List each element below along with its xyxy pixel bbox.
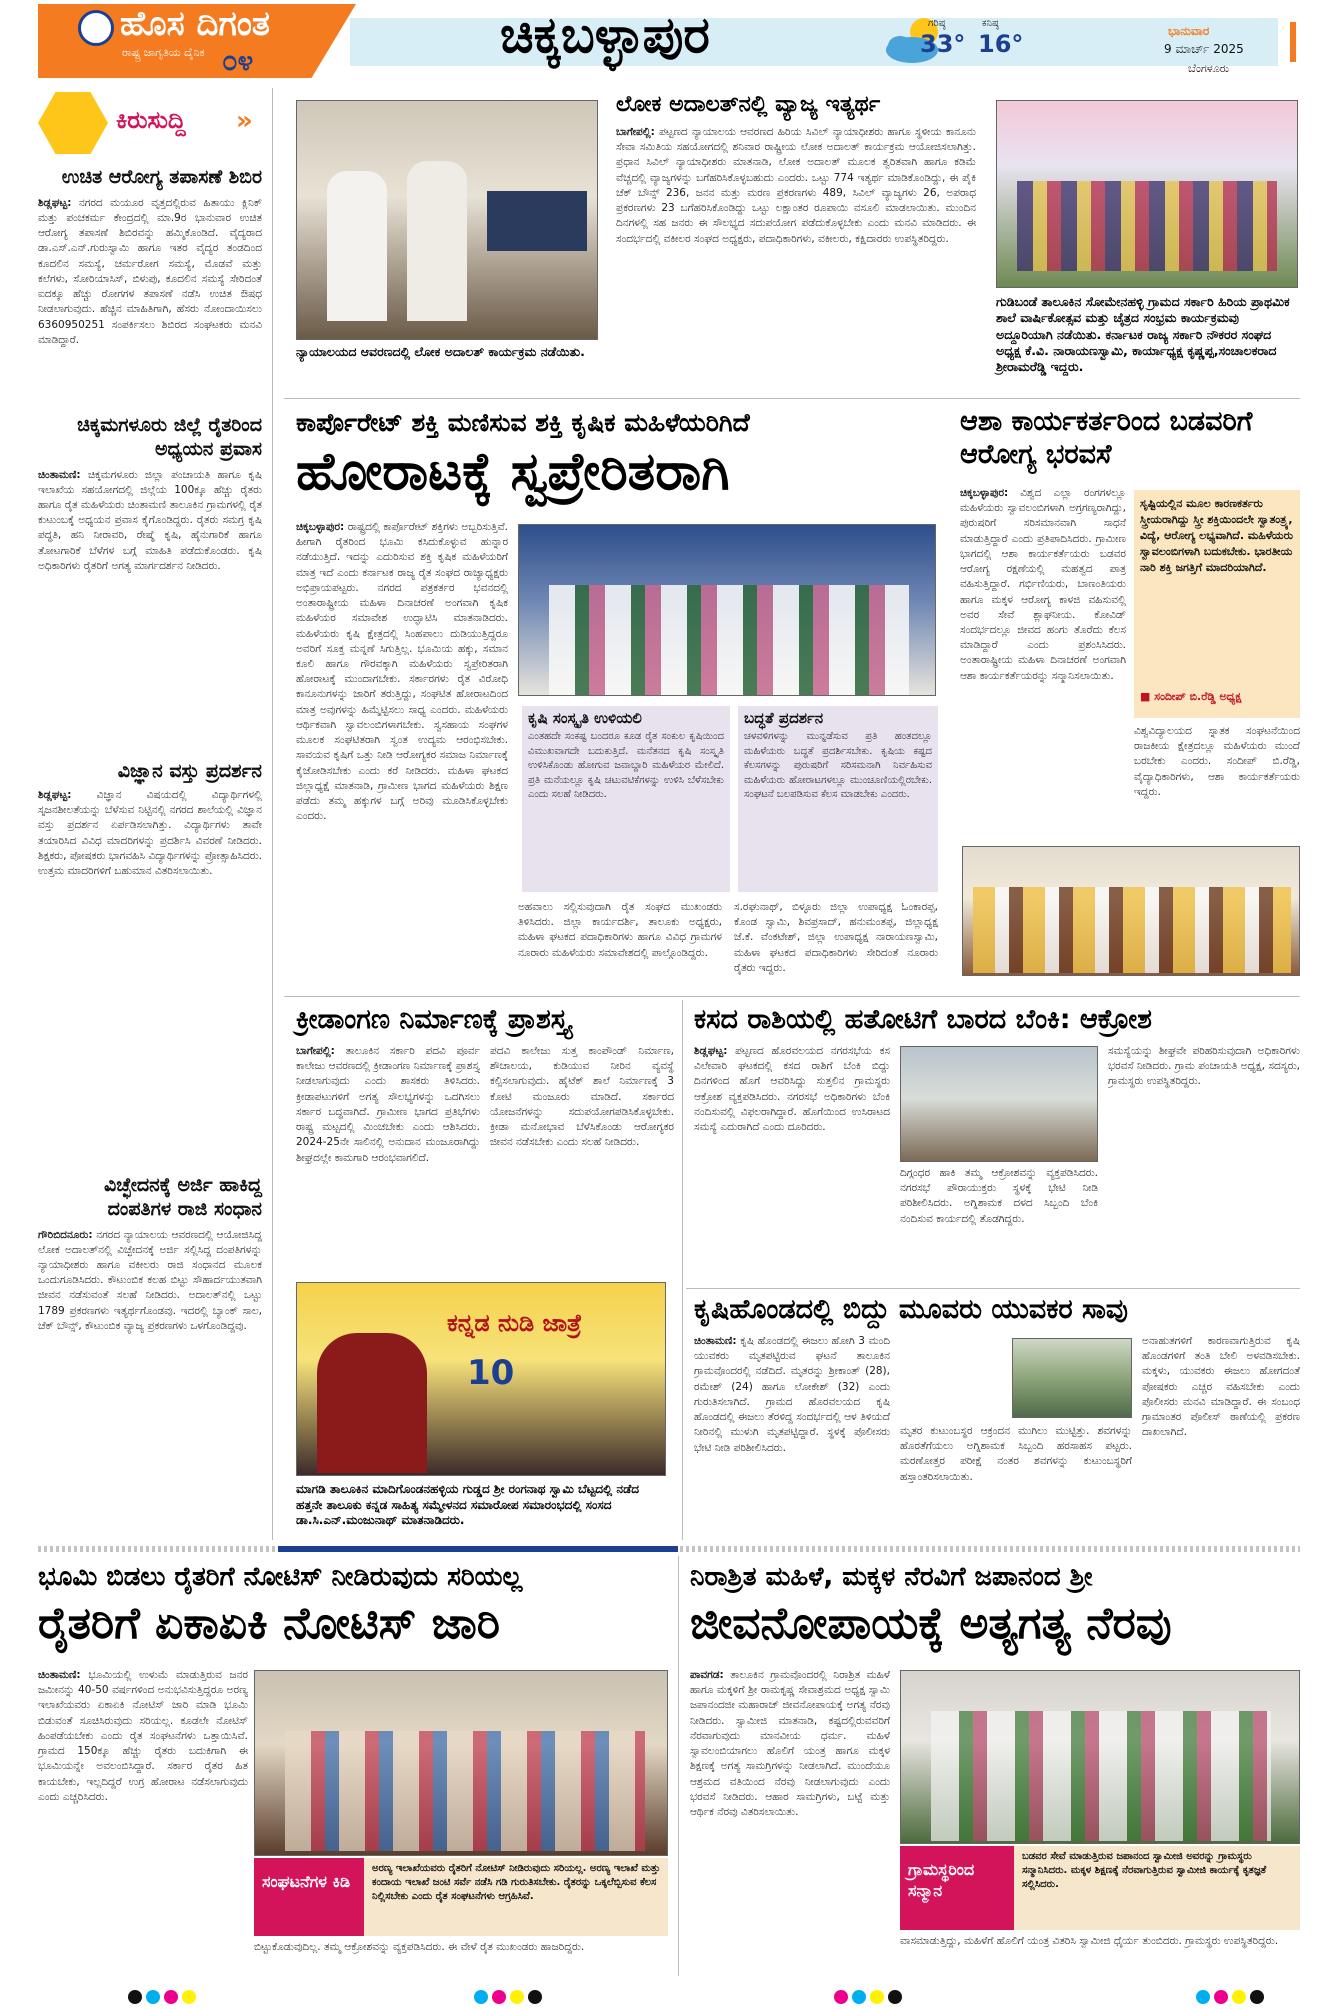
brief-4-body: ಗೌರಿಬಿದನೂರು: ನಗರದ ನ್ಯಾಯಾಲಯ ಆವರಣದಲ್ಲಿ ಆಯೋಜಿಸಿದ್ದ ಲೋಕ ಅದಾಲತ್‌ನಲ್ಲಿ ವಿಚ್ಛೇದನಕ್ಕೆ ಅರ್ಜಿ ಸಲ್ಲಿಸಿದ್ದ ದಂಪತಿಗಳನ್ನು ನ್ಯಾಯಾಧೀಶರು ಹಾಗೂ ವಕೀಲರು ರಾಜಿ ಸಂಧಾನದ ಮೂಲಕ ಒಂದುಗೂಡಿಸಿದರು. ಕೌಟುಂಬಿಕ ಕಲಹ ಬಿಟ್ಟು ಸೌಹಾರ್ದಯುತವಾಗಿ ಜೀವನ ನಡೆಸುವಂತೆ ಸಲಹೆ ನೀಡಿದರು. ಅದಾಲತ್‌ನಲ್ಲಿ ಒಟ್ಟು 1789 ಪ್ರಕರಣಗಳು ಇತ್ಯರ್ಥಗೊಂಡವು. ಇದರಲ್ಲಿ ಬ್ಯಾಂಕ್ ಸಾಲ, ಚೆಕ್ ಬೌನ್ಸ್, ಕೌಟುಂಬಿಕ ವ್ಯಾಜ್ಯ ಪ್ರಕರಣಗಳು ಒಳಗೊಂಡಿದ್ದವು. (38, 1228, 262, 1332)
kirusuddi-column (38, 88, 266, 1540)
land-tag-text: ಅರಣ್ಯ ಇಲಾಖೆಯವರು ರೈತರಿಗೆ ನೋಟಿಸ್ ನೀಡಿರುವುದು ಸರಿಯಲ್ಲ. ಅರಣ್ಯ ಇಲಾಖೆ ಮತ್ತು ಕಂದಾಯ ಇಲಾಖೆ ಜಂಟಿ ಸರ್ವೆ ನಡೆಸಿ ಗಡಿ ಗುರುತಿಸಬೇಕು. ರೈತರನ್ನು ಒಕ್ಕಲೆಬ್ಬಿಸುವ ಕೆಲಸ ನಿಲ್ಲಿಸಬೇಕು ಎಂದು ರೈತ ಸಂಘಟನೆಗಳು ಆಗ್ರಹಿಸಿವೆ. (372, 1863, 661, 1902)
max-temp-label: ಗರಿಷ್ಠ (928, 18, 946, 29)
lead-box-2 (738, 706, 938, 892)
paper-tagline: ರಾಷ್ಟ್ರ ಜಾಗೃತಿಯ ದೈನಿಕ (122, 46, 205, 59)
garbage-photo (900, 1046, 1098, 1162)
lead-box-2-body: ಚಳವಳಿಗಳನ್ನು ಮುನ್ನಡೆಸುವ ಪ್ರತಿ ಹಂತದಲ್ಲೂ ಮಹಿಳೆಯರು ಬದ್ಧತೆ ಪ್ರದರ್ಶಿಸಬೇಕು. ಕೃಷಿಯ ಕಷ್ಟದ ಕೆಲಸಗಳನ್ನು ಪುರುಷರಿಗೆ ಸರಿಸಮನಾಗಿ ನಿರ್ವಹಿಸುವ ಮಹಿಳೆಯರು ಹೋರಾಟಗಳಲ್ಲೂ ಮುಂಚೂಣಿಯಲ್ಲಿರಬೇಕು. ಸಂಘಟನೆ ಬಲಪಡಿಸುವ ಕೆಲಸ ಮಾಡಬೇಕು ಎಂದರು. (744, 731, 932, 800)
masthead (0, 0, 1339, 82)
min-temp: 16° (978, 30, 1024, 58)
lead-headline: ಹೋರಾಟಕ್ಕೆ ಸ್ವಪ್ರೇರಿತರಾಗಿ (296, 442, 730, 502)
lead-box-2-title: ಬದ್ಧತೆ ಪ್ರದರ್ಶನ (744, 709, 824, 727)
brief-3 (38, 760, 262, 1160)
lead-kicker: ಕಾರ್ಪೊರೇಟ್ ಶಕ್ತಿ ಮಣಿಸುವ ಶಕ್ತಿ ಕೃಷಿಕ ಮಹಿಳೆಯರಿಗಿದೆ (296, 408, 750, 437)
min-temp-label: ಕನಿಷ್ಠ (982, 18, 999, 29)
brief-3-title: ವಿಜ್ಞಾನ ವಸ್ತು ಪ್ರದರ್ಶನ (117, 760, 262, 782)
adalat-headline: ಲೋಕ ಅದಾಲತ್‌ನಲ್ಲಿ ವ್ಯಾಜ್ಯ ಇತ್ಯರ್ಥ (616, 92, 881, 117)
asha-quote: ಸೃಷ್ಟಿಯಲ್ಲಿನ ಮೂಲ ಕಾರಣಕರ್ತರು ಸ್ತ್ರೀಯರಾಗಿದ್ದು ಸ್ತ್ರೀ ಶಕ್ತಿಯಿಂದಲೇ ಸ್ವಾತಂತ್ರ್ಯ, ವಿದ್ಯೆ, ಆರೋಗ್ಯ ಲಭ್ಯವಾಗಿದೆ. ಮಹಿಳೆಯರು ಸ್ವಾವಲಂಬಿಗಳಾಗಿ ಬದುಕಬೇಕು. ಭಾರತೀಯ ನಾರಿ ಶಕ್ತಿ ಜಗತ್ತಿಗೆ ಮಾದರಿಯಾಗಿದೆ. (1140, 497, 1294, 574)
drown-body-1: ಚಿಂತಾಮಣಿ: ಕೃಷಿ ಹೊಂಡದಲ್ಲಿ ಈಜಲು ಹೋಗಿ 3 ಮಂದಿ ಯುವಕರು ಮೃತಪಟ್ಟಿರುವ ಘಟನೆ ತಾಲೂಕಿನ ಗ್ರಾಮವೊಂದರಲ್ಲಿ ನಡೆದಿದೆ. ಮೃತರನ್ನು ಶ್ರೀಕಾಂತ್ (28), ರಮೇಶ್ (24) ಹಾಗೂ ಲೋಕೇಶ್ (32) ಎಂದು ಗುರುತಿಸಲಾಗಿದೆ. ಗ್ರಾಮದ ಹೊರವಲಯದ ಕೃಷಿ ಹೊಂಡದಲ್ಲಿ ಈಜಲು ತೆರಳಿದ್ದ ಸಂದರ್ಭದಲ್ಲಿ ಆಳ ತಿಳಿಯದೆ ನೀರಿನಲ್ಲಿ ಮುಳುಗಿ ಮೃತಪಟ್ಟಿದ್ದಾರೆ. ಸ್ಥಳಕ್ಕೆ ಪೊಲೀಸರು ಭೇಟಿ ನೀಡಿ ಪರಿಶೀಲಿಸಿದರು. (694, 1335, 890, 1454)
shelter-tag-label: ಗ್ರಾಮಸ್ಥರಿಂದ ಸನ್ಮಾನ (900, 1846, 1014, 1930)
land-headline: ರೈತರಿಗೆ ಏಕಾಏಕಿ ನೋಟಿಸ್ ಜಾರಿ (38, 1598, 501, 1649)
brief-4 (38, 1174, 262, 1540)
nudi-banner: ಕನ್ನಡ ನುಡಿ ಜಾತ್ರೆ (447, 1309, 582, 1337)
asha-body-2: ವಿಶ್ವವಿದ್ಯಾಲಯದ ಸ್ನಾತಕ ಸಂಘಟನೆಯಿಂದ ರಾಜಕೀಯ ಕ್ಷೇತ್ರದಲ್ಲೂ ಮಹಿಳೆಯರು ಮುಂದೆ ಬರಬೇಕು ಎಂದರು. ಸಂದೀಪ್ ಬಿ.ರೆಡ್ಡಿ, ವೈದ್ಯಾಧಿಕಾರಿಗಳು, ಆಶಾ ಕಾರ್ಯಕರ್ತೆಯರು ಇದ್ದರು. (1134, 725, 1300, 798)
land-kicker: ಭೂಮಿ ಬಿಡಲು ರೈತರಿಗೆ ನೋಟಿಸ್ ನೀಡಿರುವುದು ಸರಿಯಲ್ಲ (38, 1562, 523, 1592)
garbage-body-2: ದಿಗ್ಗಂಧರ ಹಾಕಿ ತಮ್ಮ ಆಕ್ರೋಶವನ್ನು ವ್ಯಕ್ತಪಡಿಸಿದರು. ನಗರಸಭೆ ಪೌರಾಯುಕ್ತರು ಸ್ಥಳಕ್ಕೆ ಭೇಟಿ ನೀಡಿ ಪರಿಶೀಲಿಸಿದರು. ಅಗ್ನಿಶಾಮಕ ದಳದ ಸಿಬ್ಬಂದಿ ಬೆಂಕಿ ನಂದಿಸುವ ಕಾರ್ಯದಲ್ಲಿ ತೊಡಗಿದ್ದರು. (900, 1167, 1098, 1225)
row-rule-3 (686, 1288, 1300, 1289)
page-number: ೦೪ (222, 44, 254, 77)
row-rule (284, 398, 1300, 399)
garbage-body-1: ಶಿಡ್ಲಘಟ್ಟ: ಪಟ್ಟಣದ ಹೊರವಲಯದ ನಗರಸಭೆಯ ಕಸ ವಿಲೇವಾರಿ ಘಟಕದಲ್ಲಿ ಕಸದ ರಾಶಿಗೆ ಬೆಂಕಿ ಬಿದ್ದು ದಿನಗಳಿಂದ ಹೊಗೆ ಆವರಿಸಿದ್ದು ಸುತ್ತಲಿನ ಗ್ರಾಮಸ್ಥರು ಆಕ್ರೋಶ ವ್ಯಕ್ತಪಡಿಸಿದರು. ನಗರಸಭೆ ಅಧಿಕಾರಿಗಳು ಬೆಂಕಿ ನಂದಿಸುವಲ್ಲಿ ವಿಫಲರಾಗಿದ್ದಾರೆ. ಹೊಗೆಯಿಂದ ಉಸಿರಾಟದ ಸಮಸ್ಯೆ ಎದುರಾಗಿದೆ ಎಂದು ದೂರಿದರು. (694, 1045, 890, 1134)
shelter-kicker: ನಿರಾಶ್ರಿತ ಮಹಿಳೆ, ಮಕ್ಕಳ ನೆರವಿಗೆ ಜಪಾನಂದ ಶ್ರೀ (690, 1562, 1093, 1592)
nudi-banner-number: 10 (467, 1353, 515, 1393)
adalat-body: ಬಾಗೇಪಲ್ಲಿ: ಪಟ್ಟಣದ ನ್ಯಾಯಾಲಯ ಆವರಣದ ಹಿರಿಯ ಸಿವಿಲ್ ನ್ಯಾಯಾಧೀಶರು ಹಾಗೂ ಸ್ಥಳೀಯ ಕಾನೂನು ಸೇವಾ ಸಮಿತಿಯ ಸಹಯೋಗದಲ್ಲಿ ಶನಿವಾರ ರಾಷ್ಟ್ರೀಯ ಲೋಕ ಅದಾಲತ್ ಕಾರ್ಯಕ್ರಮ ಆಯೋಜಿಸಲಾಗಿತ್ತು. ಪ್ರಧಾನ ಸಿವಿಲ್ ನ್ಯಾಯಾಧೀಶರು ಮಾತನಾಡಿ, ಲೋಕ ಅದಾಲತ್ ಮೂಲಕ ತ್ವರಿತವಾಗಿ ಹಾಗೂ ಕಡಿಮೆ ವೆಚ್ಚದಲ್ಲಿ ವ್ಯಾಜ್ಯಗಳನ್ನು ಬಗೆಹರಿಸಿಕೊಳ್ಳಬಹುದು ಎಂದರು. ಒಟ್ಟು 774 ಇತ್ಯರ್ಥ ಮಾಡಿಕೊಂಡಿದ್ದು, ಈ ಪೈಕಿ ಚೆಕ್ ಬೌನ್ಸ್ 236, ಜನನ ಮತ್ತು ಮರಣ ಪ್ರಕರಣಗಳು 489, ಸಿವಿಲ್ ವ್ಯಾಜ್ಯಗಳು 26, ಅಪರಾಧ ಪ್ರಕರಣಗಳು 23 ಬಗೆಹರಿಸಿಕೊಂಡಿದ್ದು ಒಟ್ಟು ಲಕ್ಷಾಂತರ ರೂಪಾಯಿ ವಸೂಲಿ ಮಾಡಲಾಯಿತು. ಮುಂದಿನ ದಿನಗಳಲ್ಲಿ ಸಹ ಜನರು ಈ ಸೌಲಭ್ಯದ ಸದುಪಯೋಗ ಪಡೆದುಕೊಳ್ಳಬೇಕು ಎಂದು ಮನವಿ ಮಾಡಿದರು. ಈ ಸಂದರ್ಭದಲ್ಲಿ ವಕೀಲರ ಸಂಘದ ಅಧ್ಯಕ್ಷರು, ಪದಾಧಿಕಾರಿಗಳು, ವಕೀಲರು, ಕಕ್ಷಿದಾರರು ಉಪಸ್ಥಿತರಿದ್ದರು. (616, 126, 976, 245)
lead-body-1: ಚಿಕ್ಕಬಳ್ಳಾಪುರ: ರಾಷ್ಟ್ರದಲ್ಲಿ ಕಾರ್ಪೊರೇಟ್ ಶಕ್ತಿಗಳು ಅಬ್ಬರಿಸುತ್ತಿವೆ. ಹೀಗಾಗಿ ರೈತರಿಂದ ಭೂಮಿ ಕಸಿದುಕೊಳ್ಳುವ ಹುನ್ನಾರ ನಡೆಯುತ್ತಿದೆ. ಇದನ್ನು ಎದುರಿಸುವ ಶಕ್ತಿ ಕೃಷಿಕ ಮಹಿಳೆಯರಿಗೆ ಮಾತ್ರ ಇದೆ ಎಂದು ಕರ್ನಾಟಕ ರಾಜ್ಯ ರೈತ ಸಂಘದ ರಾಜ್ಯಾಧ್ಯಕ್ಷರು ಅಭಿಪ್ರಾಯಪಟ್ಟರು. ನಗರದ ಪತ್ರಕರ್ತರ ಭವನದಲ್ಲಿ ಅಂತಾರಾಷ್ಟ್ರೀಯ ಮಹಿಳಾ ದಿನಾಚರಣೆ ಅಂಗವಾಗಿ ಕೃಷಿಕ ಮಹಿಳೆಯರ ಸಮಾವೇಶ ಉದ್ಘಾಟಿಸಿ ಮಾತನಾಡಿದರು. ಮಹಿಳೆಯರು ಕೃಷಿ ಕ್ಷೇತ್ರದಲ್ಲಿ ಸಿಂಹಪಾಲು ದುಡಿಯುತ್ತಿದ್ದರೂ ಅವರಿಗೆ ಸೂಕ್ತ ಮನ್ನಣೆ ಸಿಗುತ್ತಿಲ್ಲ. ಭೂಮಿಯ ಹಕ್ಕು, ಸಮಾನ ಕೂಲಿ ಹಾಗೂ ಗೌರವಕ್ಕಾಗಿ ಮಹಿಳೆಯರು ಸ್ವಪ್ರೇರಿತರಾಗಿ ಹೋರಾಟಕ್ಕೆ ಮುಂದಾಗಬೇಕು. ಸರ್ಕಾರಗಳು ರೈತ ವಿರೋಧಿ ಕಾನೂನುಗಳನ್ನು ಜಾರಿಗೆ ತರುತ್ತಿದ್ದು, ಸಂಘಟಿತ ಹೋರಾಟದಿಂದ ಮಾತ್ರ ಅವುಗಳನ್ನು ಹಿಮ್ಮೆಟ್ಟಿಸಲು ಸಾಧ್ಯ ಎಂದರು. ಮಹಿಳೆಯರು ಆರ್ಥಿಕವಾಗಿ ಸ್ವಾವಲಂಬಿಗಳಾಗಬೇಕು. ಸ್ವಸಹಾಯ ಸಂಘಗಳ ಮೂಲಕ ಸಂಘಟಿತರಾಗಿ ಸ್ವಂತ ಉದ್ಯಮ ಆರಂಭಿಸಬೇಕು. ಸಾವಯವ ಕೃಷಿಗೆ ಒತ್ತು ನೀಡಿ ಆರೋಗ್ಯಕರ ಸಮಾಜ ನಿರ್ಮಾಣಕ್ಕೆ ಕೈಜೋಡಿಸಬೇಕು ಎಂದು ಕರೆ ನೀಡಿದರು. ಮಹಿಳಾ ಘಟಕದ ಜಿಲ್ಲಾಧ್ಯಕ್ಷೆ ಮಾತನಾಡಿ, ಗ್ರಾಮೀಣ ಭಾಗದ ಮಹಿಳೆಯರು ಶಿಕ್ಷಣ ಪಡೆದು ತಮ್ಮ ಹಕ್ಕುಗಳ ಬಗ್ಗೆ ಅರಿವು ಮೂಡಿಸಿಕೊಳ್ಳಬೇಕು ಎಂದರು. (296, 521, 508, 823)
nudi-jatre-photo (296, 1282, 666, 1476)
hand-icon (38, 92, 108, 154)
shelter-body: ಪಾವಗಡ: ತಾಲೂಕಿನ ಗ್ರಾಮವೊಂದರಲ್ಲಿ ನಿರಾಶ್ರಿತ ಮಹಿಳೆ ಹಾಗೂ ಮಕ್ಕಳಿಗೆ ಶ್ರೀ ರಾಮಕೃಷ್ಣ ಸೇವಾಶ್ರಮದ ಅಧ್ಯಕ್ಷ ಸ್ವಾಮಿ ಜಪಾನಂದಜೀ ಮಹಾರಾಜ್ ಜೀವನೋಪಾಯಕ್ಕೆ ಅಗತ್ಯ ನೆರವು ನೀಡಿದರು. ಸ್ವಾಮೀಜಿ ಮಾತನಾಡಿ, ಕಷ್ಟದಲ್ಲಿರುವವರಿಗೆ ನೆರವಾಗುವುದು ಮಾನವೀಯ ಧರ್ಮ. ಮಹಿಳೆ ಸ್ವಾವಲಂಬಿಯಾಗಲು ಹೊಲಿಗೆ ಯಂತ್ರ ಹಾಗೂ ಮಕ್ಕಳ ಶಿಕ್ಷಣಕ್ಕೆ ಅಗತ್ಯ ಸಾಮಗ್ರಿಗಳನ್ನು ನೀಡಲಾಗಿದೆ. ಮುಂದೆಯೂ ಆಶ್ರಮದ ವತಿಯಿಂದ ನೆರವು ನೀಡಲಾಗುವುದು ಎಂದು ಭರವಸೆ ನೀಡಿದರು. ಆಹಾರ ಸಾಮಗ್ರಿಗಳು, ಬಟ್ಟೆ ಮತ್ತು ಆರ್ಥಿಕ ನೆರವು ವಿತರಿಸಲಾಯಿತು. (690, 1669, 890, 1818)
brief-1-place: ಶಿಡ್ಲಘಟ್ಟ: (38, 196, 72, 209)
shelter-photo (900, 1670, 1300, 1844)
land-tag-label: ಸಂಘಟನೆಗಳ ಕಿಡಿ (254, 1858, 364, 1936)
brief-2 (38, 414, 262, 744)
drown-photo (1012, 1338, 1132, 1418)
stadium-headline: ಕ್ರೀಡಾಂಗಣ ನಿರ್ಮಾಣಕ್ಕೆ ಪ್ರಾಶಸ್ತ್ಯ (296, 1004, 571, 1035)
kirusuddi-label: ಕಿರುಸುದ್ದಿ (116, 106, 186, 134)
land-tag (254, 1858, 668, 1936)
drown-headline: ಕೃಷಿಹೊಂಡದಲ್ಲಿ ಬಿದ್ದು ಮೂವರು ಯುವಕರ ಸಾವು (694, 1294, 1128, 1325)
land-body-bottom: ಬಿಟ್ಟುಕೊಡುವುದಿಲ್ಲ. ತಮ್ಮ ಆಕ್ರೋಶವನ್ನು ವ್ಯಕ್ತಪಡಿಸಿದರು. ಈ ವೇಳೆ ರೈತ ಮುಖಂಡರು ಹಾಜರಿದ್ದರು. (254, 1941, 585, 1953)
column-rule-3 (678, 1556, 679, 1976)
garbage-body-3: ಸಮಸ್ಯೆಯನ್ನು ಶೀಘ್ರವೇ ಪರಿಹರಿಸುವುದಾಗಿ ಅಧಿಕಾರಿಗಳು ಭರವಸೆ ನೀಡಿದರು. ಗ್ರಾಮ ಪಂಚಾಯತಿ ಅಧ್ಯಕ್ಷ, ಸದಸ್ಯರು, ಗ್ರಾಮಸ್ಥರು ಉಪಸ್ಥಿತರಿದ್ದರು. (1108, 1045, 1300, 1088)
issue-day: ಭಾನುವಾರ (1168, 24, 1210, 38)
adalat-story (616, 92, 976, 388)
section-title: ಚಿಕ್ಕಬಳ್ಳಾಪುರ (500, 6, 710, 64)
lead-body-2: ಅಹವಾಲು ಸಲ್ಲಿಸುವುದಾಗಿ ರೈತ ಸಂಘದ ಮುಖಂಡರು ತಿಳಿಸಿದರು. ಜಿಲ್ಲಾ ಕಾರ್ಯದರ್ಶಿ, ತಾಲೂಕು ಅಧ್ಯಕ್ಷರು, ಮಹಿಳಾ ಘಟಕದ ಪದಾಧಿಕಾರಿಗಳು ಹಾಗೂ ವಿವಿಧ ಗ್ರಾಮಗಳ ನೂರಾರು ಮಹಿಳೆಯರು ಸಮಾವೇಶದಲ್ಲಿ ಪಾಲ್ಗೊಂಡಿದ್ದರು. (518, 901, 722, 959)
lead-photo (518, 524, 936, 696)
logo-badge (78, 10, 114, 46)
asha-quote-by: ■ ಸಂದೀಪ್ ಬಿ.ರೆಡ್ಡಿ ಅಧ್ಯಕ್ಷ (1140, 690, 1242, 703)
asha-photo (962, 846, 1300, 976)
header-banner (350, 18, 1278, 66)
column-rule (272, 88, 273, 1540)
asha-headline: ಆಶಾ ಕಾರ್ಯಕರ್ತರಿಂದ ಬಡವರಿಗೆ ಆರೋಗ್ಯ ಭರವಸೆ (960, 406, 1253, 470)
nudi-jatre-caption: ಮಾಗಡಿ ತಾಲೂಕಿನ ಮಾದಿಗೊಂಡನಹಳ್ಳಿಯ ಗುಡ್ಡದ ಶ್ರೀ ರಂಗನಾಥ ಸ್ವಾಮಿ ಬೆಟ್ಟದಲ್ಲಿ ನಡೆದ ಹತ್ತನೇ ತಾಲೂಕು ಕನ್ನಡ ಸಾಹಿತ್ಯ ಸಮ್ಮೇಳನದ ಸಮಾರೋಪ ಸಮಾರಂಭದಲ್ಲಿ ಸಂಸದ ಡಾ.ಸಿ.ಎನ್.ಮಂಜುನಾಥ್ ಮಾತನಾಡಿದರು. (296, 1482, 639, 1528)
lead-box-1-body: ಎಂತಹದೇ ಸಂಕಷ್ಟ ಬಂದರೂ ಕೂಡ ರೈತ ಸಂಕುಲ ಕೃಷಿಯಿಂದ ವಿಮುಖವಾಗದೇ ಬದುಕುತ್ತಿದೆ. ಮನೆತನದ ಕೃಷಿ ಸಂಸ್ಕೃತಿ ಉಳಿಸಿಕೊಂಡು ಹೋಗುವ ಜವಾಬ್ದಾರಿ ಮಹಿಳೆಯರ ಮೇಲಿದೆ. ಪ್ರತಿ ಮನೆಯಲ್ಲೂ ಕೃಷಿ ಚಟುವಟಿಕೆಗಳನ್ನು ಉಳಿಸಿ ಬೆಳೆಸಬೇಕು ಎಂದು ಸಲಹೆ ನೀಡಿದರು. (528, 731, 724, 800)
brief-2-title: ಚಿಕ್ಕಮಗಳೂರು ಜಿಲ್ಲೆ ರೈತರಿಂದ ಅಧ್ಯಯನ ಪ್ರವಾಸ (77, 414, 262, 460)
registration-marks (0, 1988, 1339, 2008)
row-rule-2 (284, 996, 1300, 997)
header-accent-bar (1290, 22, 1296, 62)
max-temp: 33° (920, 30, 966, 58)
kirusuddi-tag (38, 92, 260, 154)
asha-body-1: ಚಿಕ್ಕಬಳ್ಳಾಪುರ: ವಿಶ್ವದ ಎಲ್ಲಾ ರಂಗಗಳಲ್ಲೂ ಮಹಿಳೆಯರು ಸ್ವಾವಲಂಬಿಗಳಾಗಿ ಅಗ್ರಗಣ್ಯರಾಗಿದ್ದು, ಪುರುಷರಿಗೆ ಸರಿಸಮಾನವಾಗಿ ಸಾಧನೆ ಮಾಡುತ್ತಿದ್ದಾರೆ ಎಂದು ಪ್ರತಿಪಾದಿಸಿದರು. ಗ್ರಾಮೀಣ ಭಾಗದಲ್ಲಿ ಆಶಾ ಕಾರ್ಯಕರ್ತೆಯರು ಬಡವರ ಆರೋಗ್ಯ ರಕ್ಷಣೆಯಲ್ಲಿ ಮಹತ್ವದ ಪಾತ್ರ ವಹಿಸುತ್ತಿದ್ದಾರೆ. ಗರ್ಭಿಣಿಯರು, ಬಾಣಂತಿಯರು ಹಾಗೂ ಮಕ್ಕಳ ಆರೋಗ್ಯ ಕಾಳಜಿ ವಹಿಸುವಲ್ಲಿ ಅವರ ಸೇವೆ ಶ್ಲಾಘನೀಯ. ಕೋವಿಡ್ ಸಂದರ್ಭದಲ್ಲೂ ಜೀವದ ಹಂಗು ತೊರೆದು ಕೆಲಸ ಮಾಡಿದ್ದಾರೆ ಎಂದು ಪ್ರಶಂಸಿಸಿದರು. ಅಂತಾರಾಷ್ಟ್ರೀಯ ಮಹಿಳಾ ದಿನಾಚರಣೆ ಅಂಗವಾಗಿ ಆಶಾ ಕಾರ್ಯಕರ್ತೆಯರನ್ನು ಸನ್ಮಾನಿಸಲಾಯಿತು. (960, 487, 1126, 682)
adalat-photo (296, 100, 598, 340)
lead-box-1 (522, 706, 730, 892)
chevron-icon: » (236, 106, 253, 136)
brief-4-title: ವಿಚ್ಛೇದನಕ್ಕೆ ಅರ್ಜಿ ಹಾಕಿದ್ದ ದಂಪತಿಗಳ ರಾಜಿ ಸಂಧಾನ (103, 1174, 262, 1220)
brief-3-body: ಶಿಡ್ಲಘಟ್ಟ: ವಿಜ್ಞಾನ ವಿಷಯದಲ್ಲಿ ವಿದ್ಯಾರ್ಥಿಗಳಲ್ಲಿ ಸೃಜನಶೀಲತೆಯನ್ನು ಬೆಳೆಸುವ ನಿಟ್ಟಿನಲ್ಲಿ ನಗರದ ಶಾಲೆಯಲ್ಲಿ ವಿಜ್ಞಾನ ವಸ್ತು ಪ್ರದರ್ಶನ ಏರ್ಪಡಿಸಲಾಗಿತ್ತು. ವಿದ್ಯಾರ್ಥಿಗಳು ತಾವೇ ತಯಾರಿಸಿದ ವಿವಿಧ ಮಾದರಿಗಳನ್ನು ಪ್ರದರ್ಶಿಸಿ ವಿವರಣೆ ನೀಡಿದರು. ಶಿಕ್ಷಕರು, ಪೋಷಕರು ಭಾಗವಹಿಸಿ ವಿದ್ಯಾರ್ಥಿಗಳನ್ನು ಪ್ರೋತ್ಸಾಹಿಸಿದರು. ಉತ್ತಮ ಮಾದರಿಗಳಿಗೆ ಬಹುಮಾನ ವಿತರಿಸಲಾಯಿತು. (38, 789, 262, 878)
drown-body-3: ಅನಾಹುತಗಳಿಗೆ ಕಾರಣವಾಗುತ್ತಿರುವ ಕೃಷಿ ಹೊಂಡಗಳಿಗೆ ತಂತಿ ಬೇಲಿ ಅಳವಡಿಸಬೇಕು. ಮಕ್ಕಳು, ಯುವಕರು ಈಜಲು ಹೋಗದಂತೆ ಪೋಷಕರು ಎಚ್ಚರ ವಹಿಸಬೇಕು ಎಂದು ಪೊಲೀಸರು ಮನವಿ ಮಾಡಿದ್ದಾರೆ. ಈ ಸಂಬಂಧ ಗ್ರಾಮಾಂತರ ಪೊಲೀಸ್ ಠಾಣೆಯಲ್ಲಿ ಪ್ರಕರಣ ದಾಖಲಾಗಿದೆ. (1142, 1335, 1300, 1439)
school-event-photo (996, 100, 1298, 288)
stadium-body-1: ಬಾಗೇಪಲ್ಲಿ: ತಾಲೂಕಿನ ಸರ್ಕಾರಿ ಪದವಿ ಪೂರ್ವ ಕಾಲೇಜು ಆವರಣದಲ್ಲಿ ಕ್ರೀಡಾಂಗಣ ನಿರ್ಮಾಣಕ್ಕೆ ಪ್ರಾಶಸ್ತ್ಯ ನೀಡಲಾಗುವುದು ಎಂದು ಶಾಸಕರು ತಿಳಿಸಿದರು. ಕ್ರೀಡಾಪಟುಗಳಿಗೆ ಅಗತ್ಯ ಸೌಲಭ್ಯಗಳನ್ನು ಒದಗಿಸಲು ಸರ್ಕಾರ ಬದ್ಧವಾಗಿದೆ. ಗ್ರಾಮೀಣ ಭಾಗದ ಪ್ರತಿಭೆಗಳು ರಾಷ್ಟ್ರ ಮಟ್ಟದಲ್ಲಿ ಮಿಂಚಬೇಕು ಎಂದು ಆಶಿಸಿದರು. 2024-25ನೇ ಸಾಲಿನಲ್ಲಿ ಅನುದಾನ ಮಂಜೂರಾಗಿದ್ದು ಶೀಘ್ರದಲ್ಲೇ ಕಾಮಗಾರಿ ಆರಂಭವಾಗಲಿದೆ. (296, 1045, 480, 1164)
brief-1-body: ಶಿಡ್ಲಘಟ್ಟ: ನಗರದ ಮಯೂರ ವೃತ್ತದಲ್ಲಿರುವ ಹಿತಾಯು ಕ್ಲಿನಿಕ್ ಮತ್ತು ಪಂಚಕರ್ಮ ಕೇಂದ್ರದಲ್ಲಿ ಮಾ.9ರ ಭಾನುವಾರ ಉಚಿತ ಆರೋಗ್ಯ ತಪಾಸಣೆ ಶಿಬಿರವನ್ನು ಹಮ್ಮಿಕೊಂಡಿದೆ. ವೈದ್ಯರಾದ ಡಾ.ಎಸ್.ಎನ್.ಗುರುಸ್ವಾಮಿ ಹಾಗೂ ಇತರ ವೈದ್ಯರ ತಂಡದಿಂದ ಕೂದಲಿನ ಸಮಸ್ಯೆ, ಚರ್ಮರೋಗ ಸಮಸ್ಯೆ, ಮೊಡವೆ ಮತ್ತು ಕಲೆಗಳು, ಸೋರಿಯಾಸಿಸ್, ಬಿಳುಪು, ಕೂದಲಿನ ಸಮಸ್ಯೆ ಸೇರಿದಂತೆ ಐದಕ್ಕೂ ಹೆಚ್ಚು ರೋಗಗಳ ತಪಾಸಣೆ ನಡೆಸಿ ಉಚಿತ ಔಷಧ ನೀಡಲಾಗುವುದು. ಹೆಚ್ಚಿನ ಮಾಹಿತಿಗಾಗಿ, ಹೆಸರು ನೋಂದಾಯಿಸಲು 6360950251 ಸಂಪರ್ಕಿಸಲು ಶಿಬಿರದ ಸಂಘಟಕರು ಮನವಿ ಮಾಡಿದ್ದಾರೆ. (38, 196, 262, 346)
stadium-body-2: ಪದವಿ ಕಾಲೇಜು ಸುತ್ತ ಕಾಂಪೌಂಡ್ ನಿರ್ಮಾಣ, ಶೌಚಾಲಯ, ಕುಡಿಯುವ ನೀರಿನ ವ್ಯವಸ್ಥೆ ಕಲ್ಪಿಸಲಾಗುವುದು. ಹೈಟೆಕ್ ಶಾಲೆ ನಿರ್ಮಾಣಕ್ಕೆ 3 ಕೋಟಿ ಮಂಜೂರು ಮಾಡಿದೆ. ಸರ್ಕಾರದ ಯೋಜನೆಗಳನ್ನು ಸದುಪಯೋಗಪಡಿಸಿಕೊಳ್ಳಬೇಕು. ಕ್ರೀಡಾ ಮನೋಭಾವ ಬೆಳೆಸಿಕೊಂಡು ಆರೋಗ್ಯಕರ ಜೀವನ ನಡೆಸಬೇಕು ಎಂದು ಸಲಹೆ ನೀಡಿದರು. (490, 1045, 674, 1149)
garbage-headline: ಕಸದ ರಾಶಿಯಲ್ಲಿ ಹತೋಟಿಗೆ ಬಾರದ ಬೆಂಕಿ: ಆಕ್ರೋಶ (694, 1004, 1152, 1035)
paper-name: ಹೊಸ ದಿಗಂತ (120, 4, 270, 44)
lead-body-3: ಸ.ರಘುನಾಥ್, ಬಿಳ್ಳೂರು ಜಿಲ್ಲಾ ಉಪಾಧ್ಯಕ್ಷ ಓಂಕಾರಪ್ಪ, ಕೊಂಡ ಸ್ವಾಮಿ, ಶಿವಪ್ರಸಾದ್, ಹನುಮಂತಪ್ಪ, ಜಿಲ್ಲಾಧ್ಯಕ್ಷ ಜೆ.ಕೆ. ವೆಂಕಟೇಶ್, ಜಿಲ್ಲಾ ಉಪಾಧ್ಯಕ್ಷ ನಾರಾಯಣಸ್ವಾಮಿ, ಮಹಿಳಾ ಘಟಕದ ಪದಾಧಿಕಾರಿಗಳು ಸೇರಿದಂತೆ ನೂರಾರು ರೈತರು ಇದ್ದರು. (734, 901, 938, 974)
shelter-tag (900, 1846, 1300, 1930)
issue-date: 9 ಮಾರ್ಚ್ 2025 (1164, 42, 1244, 56)
adalat-photo-caption: ನ್ಯಾಯಾಲಯದ ಆವರಣದಲ್ಲಿ ಲೋಕ ಅದಾಲತ್ ಕಾರ್ಯಕ್ರಮ ನಡೆಯಿತು. (296, 344, 585, 359)
school-event-caption: ಗುಡಿಬಂಡೆ ತಾಲೂಕಿನ ಸೋಮೇನಹಳ್ಳಿ ಗ್ರಾಮದ ಸರ್ಕಾರಿ ಹಿರಿಯ ಪ್ರಾಥಮಿಕ ಶಾಲೆ ವಾರ್ಷಿಕೋತ್ಸವ ಮತ್ತು ಚೈತ್ರದ ಸಂಭ್ರಮ ಕಾರ್ಯಕ್ರಮವು ಅದ್ದೂರಿಯಾಗಿ ನಡೆಯಿತು. ಕರ್ನಾಟಕ ರಾಜ್ಯ ಸರ್ಕಾರಿ ನೌಕರರ ಸಂಘದ ಅಧ್ಯಕ್ಷ ಕೆ.ವಿ. ನಾರಾಯಣಸ್ವಾಮಿ, ಕಾರ್ಯಾಧ್ಯಕ್ಷ ಕೃಷ್ಣಪ್ಪ,ಸಂಚಾಲಕರಾದ ಶ್ರೀರಾಮರೆಡ್ಡಿ ಇದ್ದರು. (996, 294, 1290, 374)
brief-1-title: ಉಚಿತ ಆರೋಗ್ಯ ತಪಾಸಣೆ ಶಿಬಿರ (61, 166, 262, 188)
shelter-body-bottom: ವಾಸಮಾಡುತ್ತಿದ್ದು, ಮಹಿಳೆಗೆ ಹೊಲಿಗೆ ಯಂತ್ರ ವಿತರಿಸಿ ಸ್ವಾಮೀಜಿ ಧೈರ್ಯ ತುಂಬಿದರು. ಗ್ರಾಮಸ್ಥರು ಉಪಸ್ಥಿತರಿದ್ದರು. (900, 1935, 1279, 1947)
bottom-band-accent (278, 1546, 678, 1552)
shelter-tag-text: ಬಡವರ ಸೇವೆ ಮಾಡುತ್ತಿರುವ ಜಪಾನಂದ ಸ್ವಾಮೀಜಿ ಅವರನ್ನು ಗ್ರಾಮಸ್ಥರು ಸನ್ಮಾನಿಸಿದರು. ಮಕ್ಕಳ ಶಿಕ್ಷಣಕ್ಕೆ ನೆರವಾಗುತ್ತಿರುವ ಸ್ವಾಮೀಜಿ ಕಾರ್ಯಕ್ಕೆ ಕೃತಜ್ಞತೆ ಸಲ್ಲಿಸಿದರು. (1022, 1851, 1267, 1890)
land-photo (254, 1670, 668, 1856)
shelter-headline: ಜೀವನೋಪಾಯಕ್ಕೆ ಅತ್ಯಗತ್ಯ ನೆರವು (690, 1598, 1172, 1649)
land-body: ಚಿಂತಾಮಣಿ: ಭೂಮಿಯಲ್ಲಿ ಉಳುಮೆ ಮಾಡುತ್ತಿರುವ ಜನರ ಜಮೀನನ್ನು 40-50 ವರ್ಷಗಳಿಂದ ಅನುಭವಿಸುತ್ತಿದ್ದರೂ ಅರಣ್ಯ ಇಲಾಖೆಯವರು ಏಕಾಏಕಿ ನೋಟಿಸ್ ಜಾರಿ ಮಾಡಿ ಭೂಮಿ ಬಿಡುವಂತೆ ಸೂಚಿಸಿರುವುದು ಸರಿಯಲ್ಲ. ಕೂಡಲೇ ನೋಟಿಸ್ ಹಿಂಪಡೆಯಬೇಕು ಎಂದು ರೈತ ಸಂಘಟನೆಗಳು ಒತ್ತಾಯಿಸಿವೆ. ಗ್ರಾಮದ 150ಕ್ಕೂ ಹೆಚ್ಚು ರೈತರು ಬದುಕಿಗಾಗಿ ಈ ಭೂಮಿಯನ್ನೇ ಅವಲಂಬಿಸಿದ್ದಾರೆ. ಸರ್ಕಾರ ರೈತರ ಹಿತ ಕಾಯಬೇಕು, ಇಲ್ಲದಿದ್ದರೆ ಉಗ್ರ ಹೋರಾಟ ನಡೆಸಲಾಗುವುದು ಎಂದು ಎಚ್ಚರಿಸಿದರು. (38, 1669, 248, 1803)
asha-quote-box (1134, 490, 1300, 718)
brief-2-body: ಚಿಂತಾಮಣಿ: ಚಿಕ್ಕಮಗಳೂರು ಜಿಲ್ಲಾ ಪಂಚಾಯತಿ ಹಾಗೂ ಕೃಷಿ ಇಲಾಖೆಯ ಸಹಯೋಗದಲ್ಲಿ ಜಿಲ್ಲೆಯ 100ಕ್ಕೂ ಹೆಚ್ಚು ರೈತರು ಹಾಗೂ ರೈತ ಮಹಿಳೆಯರು ಚಿಂತಾಮಣಿ ತಾಲೂಕಿನ ಗ್ರಾಮಗಳಲ್ಲಿ ರೈತ ಕುಟುಂಬಕ್ಕೆ ಅಧ್ಯಯನ ಪ್ರವಾಸ ಕೈಗೊಂಡಿದ್ದರು. ರೈತರು ಸಮಗ್ರ ಕೃಷಿ ಪದ್ಧತಿ, ಹನಿ ನೀರಾವರಿ, ರೇಷ್ಮೆ ಕೃಷಿ, ಹೈನುಗಾರಿಕೆ ಹಾಗೂ ತೋಟಗಾರಿಕೆ ಬೆಳೆಗಳ ಬಗ್ಗೆ ಮಾಹಿತಿ ಪಡೆದುಕೊಂಡರು. ಕೃಷಿ ಅಧಿಕಾರಿಗಳು ರೈತರಿಗೆ ಅಗತ್ಯ ಮಾರ್ಗದರ್ಶನ ನೀಡಿದರು. (38, 468, 262, 572)
lead-box-1-title: ಕೃಷಿ ಸಂಸ್ಕೃತಿ ಉಳಿಯಲಿ (528, 709, 642, 727)
drown-body-2: ಮೃತರ ಕುಟುಂಬಸ್ಥರ ಆಕ್ರಂದನ ಮುಗಿಲು ಮುಟ್ಟಿತ್ತು. ಶವಗಳನ್ನು ಹೊರತೆಗೆಯಲು ಅಗ್ನಿಶಾಮಕ ಸಿಬ್ಬಂದಿ ಹರಸಾಹಸ ಪಟ್ಟರು. ಮರಣೋತ್ತರ ಪರೀಕ್ಷೆ ನಂತರ ಶವಗಳನ್ನು ಕುಟುಂಬಸ್ಥರಿಗೆ ಹಸ್ತಾಂತರಿಸಲಾಯಿತು. (900, 1425, 1132, 1483)
issue-city: ಬೆಂಗಳೂರು (1188, 62, 1230, 75)
column-rule-2 (682, 1000, 683, 1540)
